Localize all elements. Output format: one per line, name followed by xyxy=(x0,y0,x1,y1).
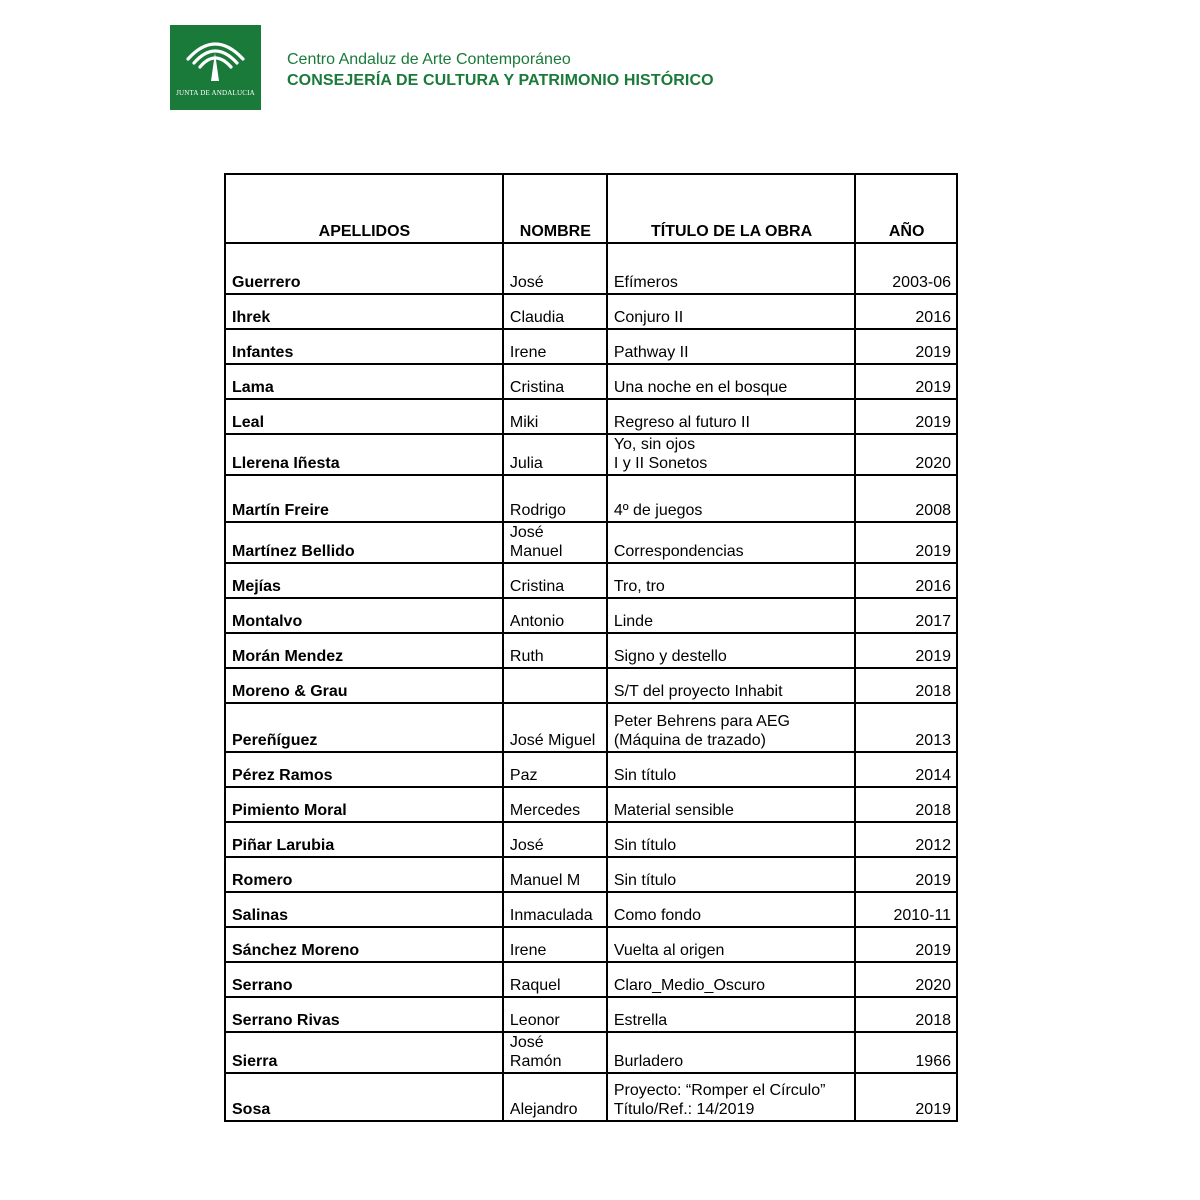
cell-nombre xyxy=(503,598,607,633)
nombre-line: Irene xyxy=(509,344,547,361)
titulo-line: Estrella xyxy=(613,1012,668,1029)
nombre-line: Antonio xyxy=(509,613,565,630)
cell-anio: 2019 xyxy=(855,522,957,563)
cell-apellidos: Infantes xyxy=(225,329,503,364)
cell-titulo xyxy=(607,522,855,563)
cell-titulo xyxy=(607,997,855,1032)
nombre-line: Cristina xyxy=(509,379,565,396)
cell-nombre xyxy=(503,329,607,364)
cell-titulo xyxy=(607,787,855,822)
titulo-line: 4º de juegos xyxy=(613,502,703,519)
cell-anio: 2019 xyxy=(855,1073,957,1121)
cell-apellidos: Mejías xyxy=(225,563,503,598)
cell-titulo xyxy=(607,633,855,668)
titulo-line: Linde xyxy=(613,613,653,630)
nombre-line: Inmaculada xyxy=(509,907,593,924)
table-row xyxy=(225,787,957,822)
titulo-line: Tro, tro xyxy=(613,578,665,595)
cell-nombre xyxy=(503,1073,607,1121)
nombre-line: José xyxy=(509,837,544,854)
nombre-line: Ruth xyxy=(509,648,544,665)
cell-anio: 2013 xyxy=(855,703,957,752)
cell-titulo xyxy=(607,857,855,892)
nombre-line: José xyxy=(509,274,544,291)
cell-apellidos: Sierra xyxy=(225,1032,503,1073)
table-row xyxy=(225,1032,957,1073)
cell-nombre xyxy=(503,522,607,563)
titulo-line: Regreso al futuro II xyxy=(613,414,750,431)
cell-anio: 2019 xyxy=(855,399,957,434)
titulo-line: (Máquina de trazado) xyxy=(613,732,766,749)
cell-titulo xyxy=(607,434,855,475)
cell-nombre xyxy=(503,822,607,857)
cell-anio: 2014 xyxy=(855,752,957,787)
cell-anio: 2017 xyxy=(855,598,957,633)
table-row xyxy=(225,962,957,997)
cell-anio: 2018 xyxy=(855,787,957,822)
titulo-line: Sin título xyxy=(613,837,677,854)
cell-apellidos: Ihrek xyxy=(225,294,503,329)
table-row xyxy=(225,475,957,522)
org-department: CONSEJERÍA DE CULTURA Y PATRIMONIO HISTÓRICO xyxy=(287,72,714,89)
cell-apellidos: Salinas xyxy=(225,892,503,927)
cell-nombre xyxy=(503,962,607,997)
header-apellidos: APELLIDOS xyxy=(225,174,503,243)
cell-nombre xyxy=(503,399,607,434)
cell-nombre xyxy=(503,563,607,598)
cell-apellidos: Guerrero xyxy=(225,243,503,294)
nombre-line: Manuel xyxy=(509,543,563,560)
cell-anio: 2010-11 xyxy=(855,892,957,927)
cell-titulo xyxy=(607,1073,855,1121)
cell-nombre xyxy=(503,703,607,752)
cell-apellidos: Pimiento Moral xyxy=(225,787,503,822)
cell-anio: 2019 xyxy=(855,364,957,399)
cell-apellidos: Pérez Ramos xyxy=(225,752,503,787)
titulo-line: Peter Behrens para AEG xyxy=(613,713,790,730)
titulo-line: Como fondo xyxy=(613,907,701,924)
table-row xyxy=(225,1073,957,1121)
cell-nombre xyxy=(503,857,607,892)
cell-nombre xyxy=(503,892,607,927)
arch-emblem-icon xyxy=(170,25,261,89)
table-row xyxy=(225,892,957,927)
nombre-line: Claudia xyxy=(509,309,565,326)
table-row xyxy=(225,434,957,475)
cell-anio: 2016 xyxy=(855,294,957,329)
table-row xyxy=(225,364,957,399)
table-row xyxy=(225,399,957,434)
cell-anio: 2019 xyxy=(855,927,957,962)
cell-nombre xyxy=(503,752,607,787)
nombre-line: Julia xyxy=(509,455,543,472)
cell-anio: 2018 xyxy=(855,668,957,703)
cell-apellidos: Leal xyxy=(225,399,503,434)
cell-apellidos: Romero xyxy=(225,857,503,892)
cell-apellidos: Sánchez Moreno xyxy=(225,927,503,962)
table-row xyxy=(225,522,957,563)
table-row xyxy=(225,294,957,329)
nombre-line: Alejandro xyxy=(509,1101,578,1118)
cell-apellidos: Montalvo xyxy=(225,598,503,633)
cell-titulo xyxy=(607,399,855,434)
nombre-line: José Miguel xyxy=(509,732,596,749)
cell-titulo xyxy=(607,243,855,294)
cell-titulo xyxy=(607,563,855,598)
cell-titulo xyxy=(607,294,855,329)
cell-titulo xyxy=(607,892,855,927)
cell-apellidos: Morán Mendez xyxy=(225,633,503,668)
cell-anio: 2018 xyxy=(855,997,957,1032)
titulo-line: Efímeros xyxy=(613,274,678,291)
header-titulo: TÍTULO DE LA OBRA xyxy=(607,174,855,243)
cell-nombre xyxy=(503,633,607,668)
nombre-line: Raquel xyxy=(509,977,561,994)
table-row xyxy=(225,752,957,787)
cell-anio: 2008 xyxy=(855,475,957,522)
cell-anio: 2019 xyxy=(855,329,957,364)
table-row xyxy=(225,633,957,668)
works-table xyxy=(224,173,958,1122)
org-name: Centro Andaluz de Arte Contemporáneo xyxy=(287,51,571,68)
cell-apellidos: Pereñíguez xyxy=(225,703,503,752)
cell-nombre xyxy=(503,434,607,475)
table-row xyxy=(225,927,957,962)
logo-caption: JUNTA DE ANDALUCIA xyxy=(176,89,255,97)
titulo-line: S/T del proyecto Inhabit xyxy=(613,683,783,700)
titulo-line: Claro_Medio_Oscuro xyxy=(613,977,766,994)
cell-titulo xyxy=(607,962,855,997)
cell-titulo xyxy=(607,364,855,399)
cell-titulo xyxy=(607,927,855,962)
cell-anio: 2019 xyxy=(855,857,957,892)
nombre-line: Leonor xyxy=(509,1012,560,1029)
titulo-line: Correspondencias xyxy=(613,543,744,560)
titulo-line: Material sensible xyxy=(613,802,734,819)
cell-apellidos: Lama xyxy=(225,364,503,399)
cell-titulo xyxy=(607,475,855,522)
nombre-line: Mercedes xyxy=(509,802,581,819)
cell-titulo xyxy=(607,752,855,787)
table-row xyxy=(225,243,957,294)
cell-anio: 2003-06 xyxy=(855,243,957,294)
titulo-line: Título/Ref.: 14/2019 xyxy=(613,1101,755,1118)
nombre-line: Paz xyxy=(509,767,538,784)
cell-nombre xyxy=(503,294,607,329)
cell-titulo xyxy=(607,822,855,857)
cell-anio: 2012 xyxy=(855,822,957,857)
header-anio: AÑO xyxy=(855,174,957,243)
cell-nombre xyxy=(503,475,607,522)
titulo-line: Burladero xyxy=(613,1053,684,1070)
cell-anio: 2020 xyxy=(855,962,957,997)
table-row xyxy=(225,822,957,857)
nombre-line: José xyxy=(509,524,544,541)
nombre-line: Rodrigo xyxy=(509,502,566,519)
titulo-line: Proyecto: “Romper el Círculo” xyxy=(613,1082,826,1099)
cell-anio: 2016 xyxy=(855,563,957,598)
table-row xyxy=(225,997,957,1032)
titulo-line: Vuelta al origen xyxy=(613,942,725,959)
cell-nombre xyxy=(503,927,607,962)
table-row xyxy=(225,329,957,364)
cell-anio: 2019 xyxy=(855,633,957,668)
cell-titulo xyxy=(607,329,855,364)
cell-apellidos: Martín Freire xyxy=(225,475,503,522)
cell-apellidos: Serrano Rivas xyxy=(225,997,503,1032)
cell-titulo xyxy=(607,703,855,752)
cell-nombre xyxy=(503,243,607,294)
cell-titulo xyxy=(607,598,855,633)
cell-apellidos: Piñar Larubia xyxy=(225,822,503,857)
nombre-line: Manuel M xyxy=(509,872,581,889)
titulo-line: Signo y destello xyxy=(613,648,727,665)
cell-apellidos: Moreno & Grau xyxy=(225,668,503,703)
titulo-line: Sin título xyxy=(613,767,677,784)
junta-de-andalucia-logo xyxy=(170,25,261,110)
table-row xyxy=(225,563,957,598)
nombre-line: José xyxy=(509,1034,544,1051)
cell-nombre xyxy=(503,787,607,822)
cell-nombre xyxy=(503,1032,607,1073)
titulo-line: Una noche en el bosque xyxy=(613,379,788,396)
nombre-line: Irene xyxy=(509,942,547,959)
cell-anio: 1966 xyxy=(855,1032,957,1073)
cell-titulo xyxy=(607,1032,855,1073)
cell-nombre xyxy=(503,997,607,1032)
titulo-line: Conjuro II xyxy=(613,309,684,326)
table-row xyxy=(225,857,957,892)
nombre-line: Ramón xyxy=(509,1053,562,1070)
titulo-line: Sin título xyxy=(613,872,677,889)
cell-apellidos: Serrano xyxy=(225,962,503,997)
table-row xyxy=(225,598,957,633)
cell-apellidos: Sosa xyxy=(225,1073,503,1121)
titulo-line: Pathway II xyxy=(613,344,689,361)
cell-anio: 2020 xyxy=(855,434,957,475)
table-row xyxy=(225,703,957,752)
titulo-line: Yo, sin ojos xyxy=(613,436,696,453)
cell-nombre xyxy=(503,364,607,399)
cell-nombre xyxy=(503,668,607,703)
cell-titulo xyxy=(607,668,855,703)
organization-header xyxy=(287,50,714,92)
table-row xyxy=(225,668,957,703)
cell-apellidos: Llerena Iñesta xyxy=(225,434,503,475)
header-nombre: NOMBRE xyxy=(503,174,607,243)
titulo-line: I y II Sonetos xyxy=(613,455,708,472)
cell-apellidos: Martínez Bellido xyxy=(225,522,503,563)
nombre-line: Cristina xyxy=(509,578,565,595)
table-header-row xyxy=(225,174,957,243)
nombre-line: Miki xyxy=(509,414,539,431)
